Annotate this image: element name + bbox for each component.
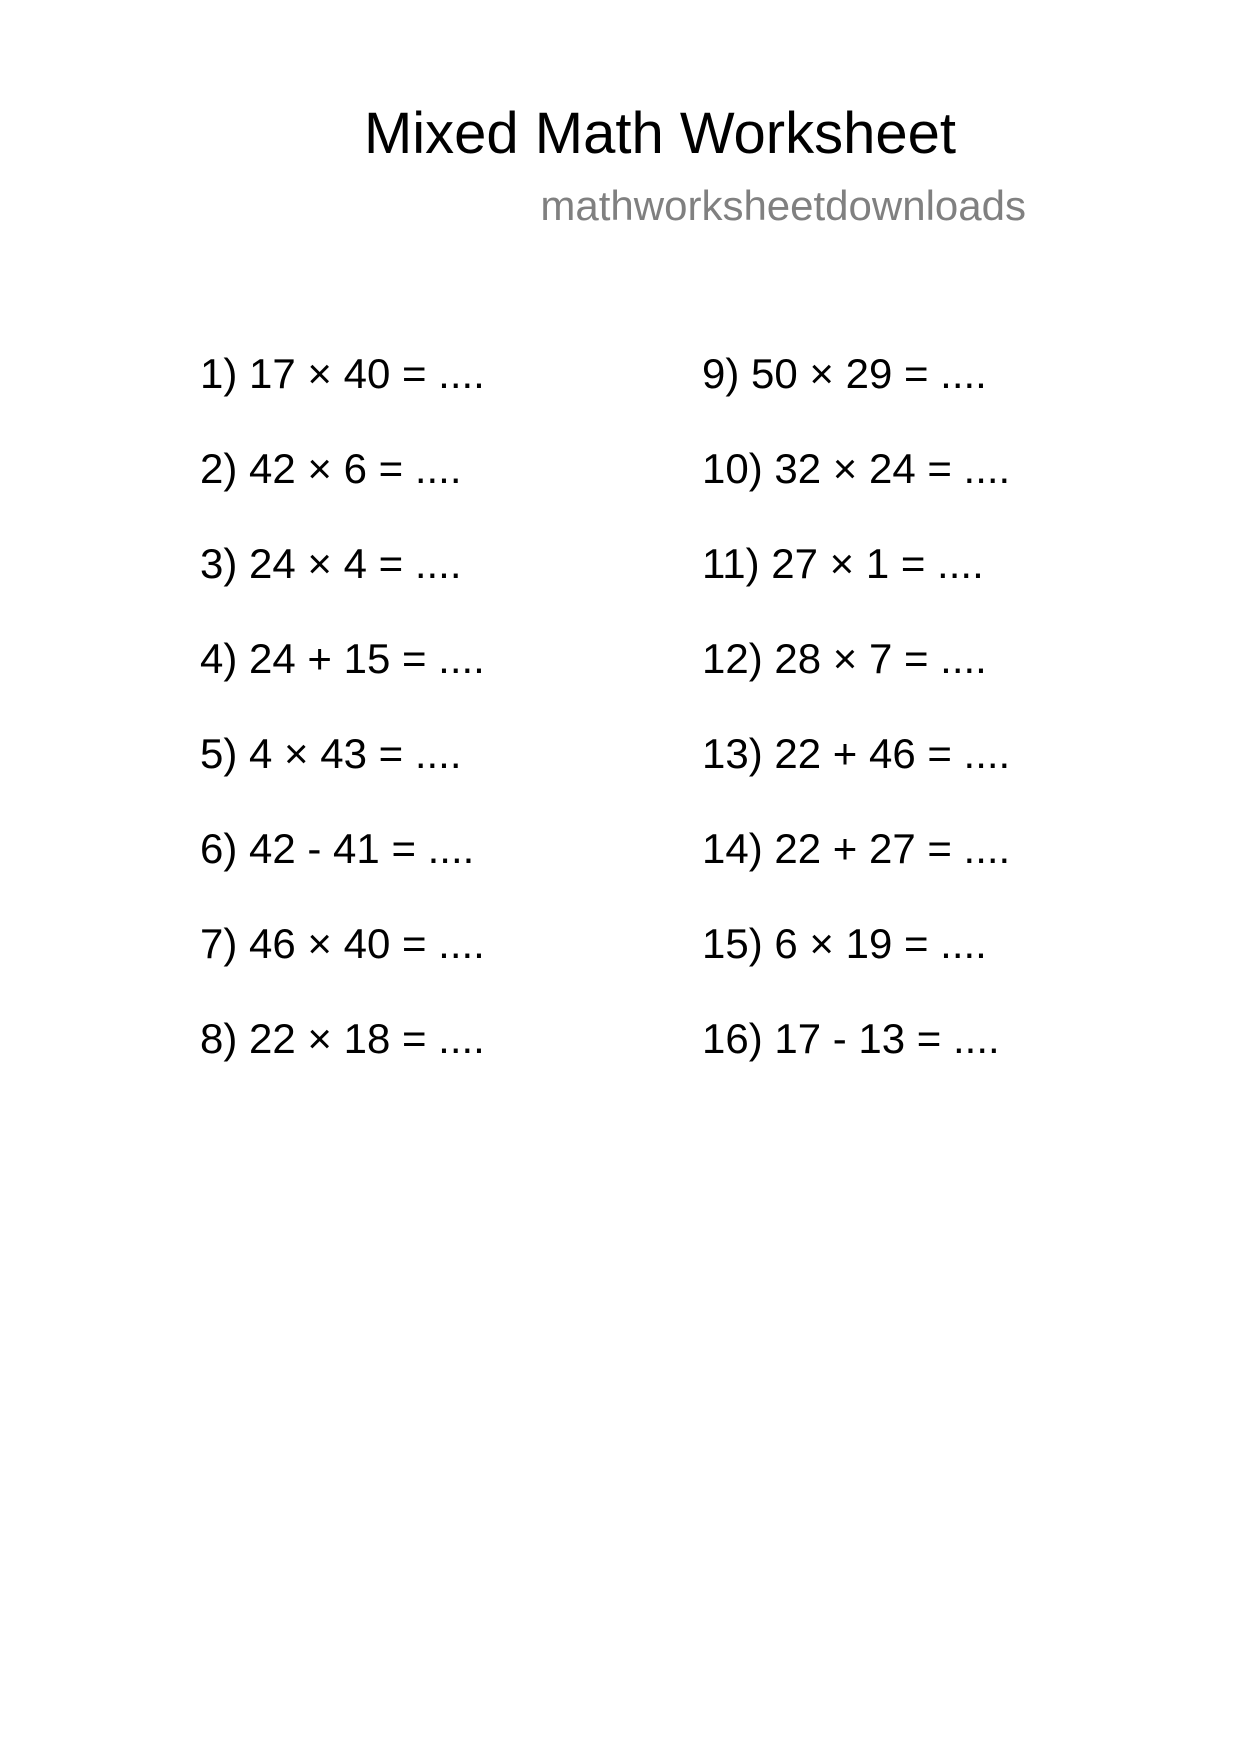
problem-11: 11) 27 × 1 = .... — [702, 540, 984, 587]
problem-12: 12) 28 × 7 = .... — [702, 635, 987, 682]
problem-16: 16) 17 - 13 = .... — [702, 1015, 1000, 1062]
problem-14: 14) 22 + 27 = .... — [702, 825, 1011, 872]
problem-15: 15) 6 × 19 = .... — [702, 920, 987, 967]
problem-column-left — [200, 348, 485, 1108]
problem-8: 8) 22 × 18 = .... — [200, 1015, 485, 1062]
problem-6: 6) 42 - 41 = .... — [200, 825, 475, 872]
problem-1: 1) 17 × 40 = .... — [200, 350, 485, 397]
problem-5: 5) 4 × 43 = .... — [200, 730, 462, 777]
worksheet-title: Mixed Math Worksheet — [363, 101, 957, 166]
problem-7: 7) 46 × 40 = .... — [200, 920, 485, 967]
worksheet-subtitle: mathworksheetdownloads — [540, 182, 1026, 229]
problem-3: 3) 24 × 4 = .... — [200, 540, 462, 587]
problem-column-right — [702, 348, 1010, 1108]
problem-9: 9) 50 × 29 = .... — [702, 350, 987, 397]
problem-13: 13) 22 + 46 = .... — [702, 730, 1011, 777]
problem-4: 4) 24 + 15 = .... — [200, 635, 485, 682]
problem-10: 10) 32 × 24 = .... — [702, 445, 1011, 492]
problem-2: 2) 42 × 6 = .... — [200, 445, 462, 492]
